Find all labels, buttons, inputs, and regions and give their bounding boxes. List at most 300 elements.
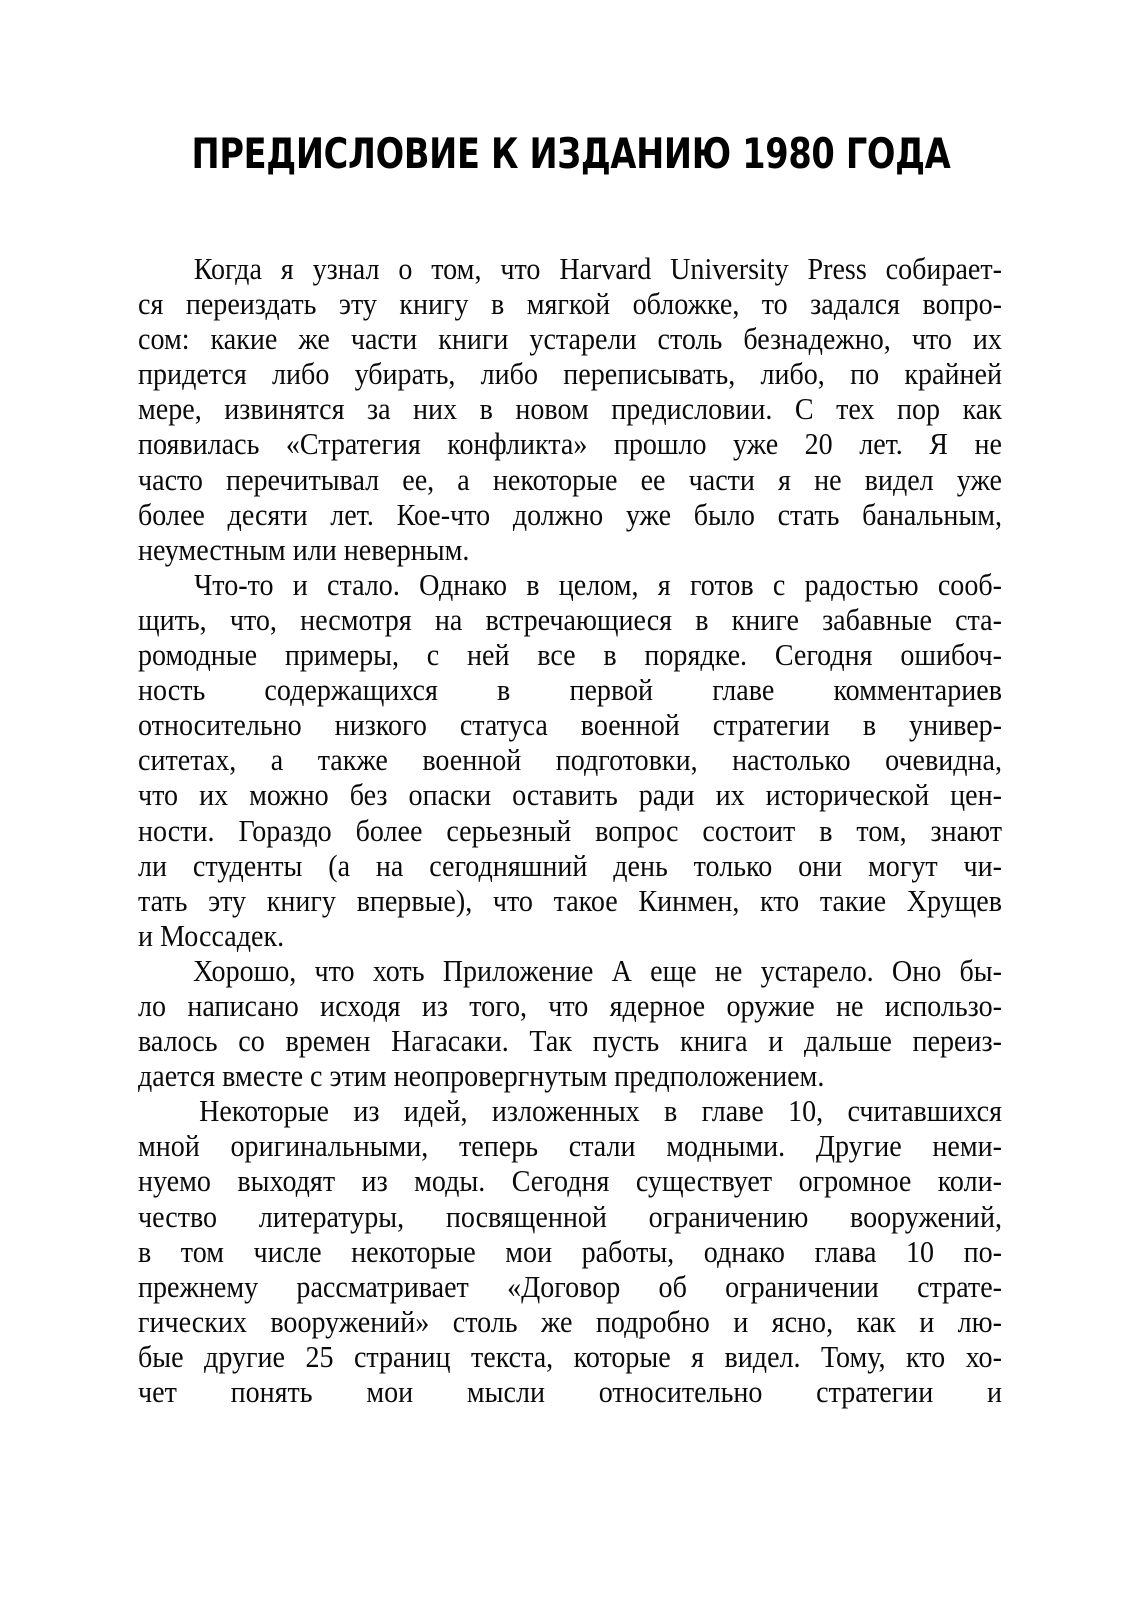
- word: несмотря: [300, 602, 412, 637]
- word: видел.: [724, 1339, 801, 1374]
- word: Однако: [419, 567, 508, 602]
- text-line: [138, 1375, 1002, 1410]
- word: из: [421, 988, 448, 1023]
- word: мысли: [466, 1375, 545, 1409]
- word: конфликта»: [447, 427, 588, 462]
- word: книге: [731, 602, 799, 637]
- word: было: [693, 497, 755, 532]
- text-line: [138, 884, 1002, 919]
- word: том,: [431, 252, 482, 286]
- word: ста-: [955, 602, 1002, 637]
- word: существует: [635, 1164, 773, 1199]
- word: крайней: [904, 357, 1003, 392]
- word: 20: [804, 427, 833, 462]
- word: Гораздо: [238, 813, 332, 848]
- word: как: [856, 1304, 896, 1339]
- word: не: [974, 427, 1002, 462]
- word: первой: [569, 673, 654, 708]
- word: Что-то: [194, 567, 274, 602]
- word: посвященной: [445, 1199, 607, 1234]
- word: что: [911, 322, 952, 357]
- word: Другие: [815, 1129, 902, 1164]
- text-line: неуместным или неверным.: [138, 532, 470, 567]
- word: 25: [305, 1339, 334, 1374]
- word: Некоторые: [199, 1094, 329, 1129]
- word: которые: [573, 1339, 671, 1374]
- word: ясно,: [771, 1304, 834, 1339]
- word: и: [986, 1375, 1002, 1409]
- word: цен-: [950, 778, 1002, 813]
- word: бы-: [959, 953, 1002, 988]
- word: ядерное: [609, 988, 706, 1023]
- word: из: [353, 1094, 380, 1129]
- word: относительно: [138, 708, 302, 743]
- word: что: [314, 953, 355, 988]
- word: Тому,: [820, 1339, 886, 1374]
- word: огромное: [798, 1164, 912, 1199]
- word: лю-: [957, 1304, 1002, 1339]
- word: я: [691, 1339, 705, 1374]
- word: стать: [777, 497, 840, 532]
- word: оригинальными,: [230, 1129, 429, 1164]
- paragraph: [138, 1094, 1002, 1410]
- word: их: [972, 322, 1002, 357]
- word: их: [715, 778, 745, 813]
- word: военной: [422, 743, 522, 778]
- word: какие: [210, 322, 278, 357]
- word: страниц: [353, 1339, 451, 1374]
- word: предисловии.: [611, 392, 773, 427]
- word: должно: [512, 497, 604, 532]
- word: «Стратегия: [285, 427, 421, 462]
- word: что: [492, 883, 533, 918]
- word: ней: [467, 638, 510, 673]
- text-line: [138, 1164, 1002, 1199]
- word: Хорошо,: [193, 953, 297, 988]
- word: вооружений»: [270, 1304, 430, 1339]
- word: состоит: [702, 813, 796, 848]
- word: по-: [963, 1234, 1002, 1269]
- word: день: [613, 848, 668, 883]
- word: очевидна,: [885, 743, 1002, 778]
- text-line: [138, 322, 1002, 357]
- word: столь: [452, 1304, 518, 1339]
- word: ее: [640, 462, 666, 497]
- word: как: [962, 392, 1002, 427]
- word: сом:: [138, 322, 190, 357]
- word: и: [292, 567, 308, 602]
- word: я: [657, 567, 671, 602]
- word: лет.: [859, 427, 903, 462]
- word: я: [280, 252, 294, 286]
- word: устарели: [529, 322, 637, 357]
- text-line: [138, 989, 1002, 1024]
- word: Кое-что: [396, 497, 491, 532]
- word: литературы,: [258, 1199, 405, 1234]
- word: ромодные: [138, 638, 258, 673]
- word: Press: [807, 252, 867, 286]
- word: Хрущев: [906, 883, 1002, 918]
- word: мои: [505, 1234, 553, 1269]
- word: появилась: [138, 427, 260, 462]
- word: сегодняшний: [429, 848, 588, 883]
- word: же: [541, 1304, 573, 1339]
- word: не: [714, 953, 743, 988]
- text-line: [138, 743, 1002, 778]
- word: что: [500, 252, 541, 286]
- word: извинятся: [224, 392, 345, 427]
- word: банальным,: [862, 497, 1003, 532]
- word: стратегии: [816, 1375, 934, 1409]
- word: Приложение: [442, 953, 594, 988]
- word: либо,: [760, 357, 825, 392]
- word: хоть: [372, 953, 425, 988]
- text-line: [138, 287, 1002, 322]
- word: в: [491, 287, 505, 322]
- word: серьезный: [446, 813, 572, 848]
- word: видел: [864, 462, 934, 497]
- word: сооб-: [937, 567, 1002, 602]
- word: же: [298, 322, 330, 357]
- word: настолько: [732, 743, 851, 778]
- word: использо-: [884, 988, 1002, 1023]
- word: и: [768, 1024, 784, 1059]
- text-line: [138, 463, 1002, 498]
- word: новом: [515, 392, 589, 427]
- word: в: [695, 602, 709, 637]
- word: ради: [638, 778, 695, 813]
- word: студенты: [192, 848, 303, 883]
- word: University: [670, 252, 789, 286]
- word: мои: [366, 1375, 414, 1409]
- first-line-indent: [138, 568, 175, 603]
- word: в: [664, 1094, 678, 1129]
- word: Я: [929, 427, 949, 462]
- word: забавные: [822, 602, 932, 637]
- word: книга: [679, 1024, 748, 1059]
- word: стало.: [327, 567, 400, 602]
- word: рассматривает: [296, 1269, 469, 1304]
- word: ситетах,: [138, 743, 237, 778]
- word: все: [537, 638, 576, 673]
- word: текста,: [470, 1339, 554, 1374]
- word: на: [375, 848, 404, 883]
- text-line: [138, 638, 1002, 673]
- word: в: [526, 567, 540, 602]
- word: коли-: [937, 1164, 1002, 1199]
- word: главе: [701, 1094, 764, 1129]
- text-line: [138, 392, 1002, 427]
- word: еще: [650, 953, 697, 988]
- word: 10: [905, 1234, 935, 1269]
- word: тать: [138, 883, 188, 918]
- paragraph: [138, 568, 1002, 954]
- word: 10,: [788, 1094, 824, 1129]
- word: узнал: [312, 252, 380, 286]
- word: уже: [956, 462, 1002, 497]
- word: гических: [138, 1304, 247, 1339]
- word: ся: [138, 287, 164, 322]
- word: с: [426, 638, 440, 673]
- word: вооружений,: [850, 1199, 1002, 1234]
- word: также: [317, 743, 388, 778]
- text-line: [138, 1235, 1002, 1270]
- text-line: [138, 849, 1002, 884]
- word: ограничении: [725, 1269, 879, 1304]
- word: низкого: [334, 708, 427, 743]
- text-line: [138, 498, 1002, 533]
- word: в: [479, 392, 493, 427]
- word: переиздать: [185, 287, 317, 322]
- word: мере,: [138, 392, 202, 427]
- text-line: [138, 778, 1002, 813]
- word: уже: [625, 497, 672, 532]
- word: о: [398, 252, 413, 286]
- word: могут: [868, 848, 938, 883]
- paragraph: [138, 252, 1002, 568]
- word: более: [355, 813, 423, 848]
- word: кто: [905, 1339, 946, 1374]
- word: содержащихся: [264, 673, 438, 708]
- word: части: [350, 322, 418, 357]
- word: что: [138, 778, 179, 813]
- word: того,: [469, 988, 528, 1023]
- word: С: [794, 392, 814, 427]
- word: изложенных: [491, 1094, 640, 1129]
- word: Когда: [193, 252, 262, 286]
- word: что,: [229, 602, 277, 637]
- word: части: [688, 462, 755, 497]
- text-line: [138, 1340, 1002, 1375]
- word: в: [862, 708, 877, 743]
- word: ло: [138, 988, 167, 1023]
- word: безнадежно,: [743, 322, 891, 357]
- word: а: [457, 462, 470, 497]
- word: не: [814, 462, 842, 497]
- word: можно: [249, 778, 329, 813]
- word: я: [778, 462, 791, 497]
- word: в: [603, 638, 617, 673]
- word: в: [138, 1234, 152, 1269]
- word: ее,: [402, 462, 435, 497]
- word: из: [361, 1164, 388, 1199]
- word: неми-: [932, 1129, 1002, 1164]
- word: и: [733, 1304, 749, 1339]
- word: не: [835, 988, 864, 1023]
- word: тех: [836, 392, 875, 427]
- word: без: [349, 778, 388, 813]
- word: встречающиеся: [485, 602, 673, 637]
- text-line: [138, 1024, 1002, 1059]
- word: исторической: [765, 778, 930, 813]
- word: убирать,: [354, 357, 456, 392]
- word: задался: [810, 287, 901, 322]
- word: работы,: [581, 1234, 675, 1269]
- word: за: [366, 392, 391, 427]
- word: книгу: [266, 883, 336, 918]
- word: «Договор: [507, 1269, 621, 1304]
- word: стали: [568, 1129, 636, 1164]
- word: том: [180, 1234, 224, 1269]
- word: считавшихся: [847, 1094, 1003, 1129]
- text-line: [138, 1094, 1002, 1129]
- word: подготовки,: [555, 743, 698, 778]
- word: нуемо: [138, 1164, 211, 1199]
- text-line: и Моссадек.: [138, 918, 285, 953]
- word: вопро-: [922, 287, 1003, 322]
- word: порядке.: [644, 638, 748, 673]
- word: чество: [138, 1199, 218, 1234]
- word: такое: [553, 883, 618, 918]
- word: по: [850, 357, 880, 392]
- word: часто: [138, 462, 203, 497]
- word: их: [199, 778, 229, 813]
- text-line: [138, 673, 1002, 708]
- word: исходя: [320, 988, 401, 1023]
- word: другие: [204, 1339, 285, 1374]
- text-line: [138, 1305, 1002, 1340]
- page-title: ПРЕДИСЛОВИЕ К ИЗДАНИЮ 1980 ГОДА: [191, 129, 951, 179]
- word: Нагасаки.: [391, 1024, 509, 1059]
- word: глава: [814, 1234, 877, 1269]
- text-line: [138, 1270, 1002, 1305]
- word: однако: [703, 1234, 785, 1269]
- word: Сегодня: [511, 1164, 610, 1199]
- word: пор: [897, 392, 941, 427]
- word: столь: [657, 322, 723, 357]
- word: мягкой: [526, 287, 611, 322]
- word: (а: [328, 848, 351, 883]
- word: более: [138, 497, 205, 532]
- word: в: [819, 813, 833, 848]
- word: дальше: [803, 1024, 892, 1059]
- text-line: [138, 814, 1002, 849]
- word: мной: [138, 1129, 200, 1164]
- word: чи-: [963, 848, 1002, 883]
- word: некоторые: [351, 1234, 476, 1269]
- word: главе: [712, 673, 775, 708]
- word: написано: [187, 988, 299, 1023]
- body-text-column: [138, 252, 1002, 1410]
- word: валось: [138, 1024, 218, 1059]
- word: перечитывал: [226, 462, 380, 497]
- word: книги: [438, 322, 509, 357]
- word: целом,: [558, 567, 639, 602]
- text-line: [138, 357, 1002, 392]
- word: бые: [138, 1339, 184, 1374]
- word: ли: [138, 848, 168, 883]
- word: ности.: [138, 813, 215, 848]
- word: готов: [689, 567, 754, 602]
- word: военной: [580, 708, 680, 743]
- word: Harvard: [559, 252, 652, 286]
- word: оружие: [726, 988, 815, 1023]
- word: страте-: [917, 1269, 1002, 1304]
- word: подробно: [595, 1304, 710, 1339]
- word: переиз-: [912, 1024, 1002, 1059]
- word: выходят: [237, 1164, 336, 1199]
- word: устарело.: [760, 953, 874, 988]
- word: понять: [230, 1375, 313, 1409]
- text-line: [138, 568, 1002, 603]
- first-line-indent: [138, 252, 175, 287]
- word: с: [772, 567, 786, 602]
- word: Оно: [891, 953, 942, 988]
- word: модными.: [666, 1129, 786, 1164]
- word: они: [798, 848, 843, 883]
- text-line: [138, 252, 1002, 287]
- word: впервые),: [356, 883, 473, 918]
- word: прежнему: [138, 1269, 259, 1304]
- word: знают: [930, 813, 1002, 848]
- text-line: [138, 954, 1002, 989]
- word: щить,: [138, 602, 207, 637]
- word: комментариев: [833, 673, 1002, 708]
- word: а: [270, 743, 284, 778]
- word: книгу: [399, 287, 469, 322]
- word: моды.: [414, 1164, 486, 1199]
- word: придется: [138, 357, 247, 392]
- word: относительно: [598, 1375, 763, 1409]
- word: то: [761, 287, 788, 322]
- word: эту: [208, 883, 247, 918]
- word: кто: [760, 883, 800, 918]
- word: собирает-: [885, 252, 1003, 286]
- word: опаски: [408, 778, 492, 813]
- text-line: [138, 1129, 1002, 1164]
- word: хо-: [965, 1339, 1002, 1374]
- word: Так: [529, 1024, 572, 1059]
- first-line-indent: [138, 1094, 175, 1129]
- word: идей,: [403, 1094, 468, 1129]
- text-line: [138, 708, 1002, 743]
- word: ность: [138, 673, 206, 708]
- word: в: [497, 673, 511, 708]
- word: только: [693, 848, 773, 883]
- word: переписывать,: [563, 357, 736, 392]
- word: пусть: [592, 1024, 660, 1059]
- word: уже: [733, 427, 779, 462]
- word: либо: [272, 357, 330, 392]
- text-line: [138, 427, 1002, 462]
- word: эту: [338, 287, 377, 322]
- word: такие: [819, 883, 887, 918]
- word: лет.: [330, 497, 374, 532]
- word: статуса: [459, 708, 548, 743]
- text-line: [138, 1200, 1002, 1235]
- word: обложке,: [632, 287, 740, 322]
- word: десяти: [227, 497, 308, 532]
- word: том,: [856, 813, 907, 848]
- word: Сегодня: [774, 638, 873, 673]
- text-line: дается вместе с этим неопровергнутым предположением.: [138, 1059, 825, 1094]
- word: либо: [480, 357, 538, 392]
- word: примеры,: [284, 638, 400, 673]
- word: со: [238, 1024, 265, 1059]
- word: ошибоч-: [900, 638, 1003, 673]
- word: некоторые: [492, 462, 618, 497]
- word: них: [413, 392, 458, 427]
- word: об: [658, 1269, 687, 1304]
- word: что: [548, 988, 589, 1023]
- word: ограничению: [648, 1199, 809, 1234]
- word: стратегии: [712, 708, 830, 743]
- paragraph: [138, 954, 1002, 1094]
- word: числе: [253, 1234, 322, 1269]
- word: радостью: [804, 567, 919, 602]
- first-line-indent: [138, 954, 175, 989]
- word: и: [919, 1304, 935, 1339]
